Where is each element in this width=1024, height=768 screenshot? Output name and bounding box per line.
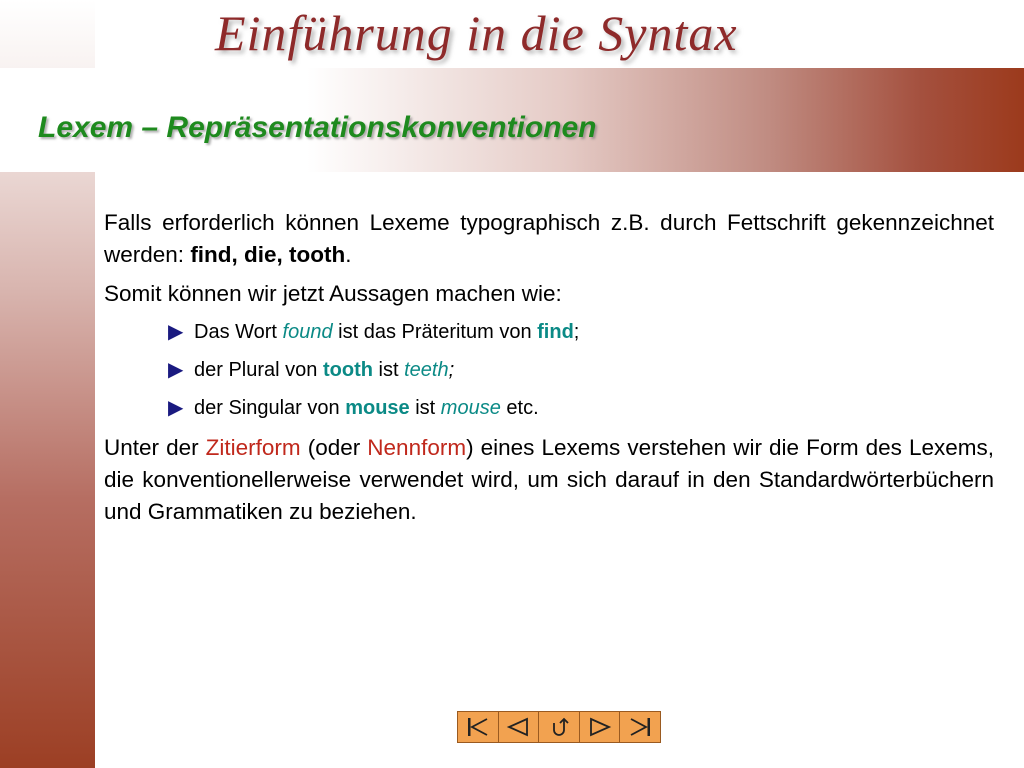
text: der Singular von [194,397,346,419]
next-slide-button[interactable] [580,712,621,742]
list-item [168,317,994,348]
slide-content [104,207,994,535]
return-button[interactable] [539,712,580,742]
text: etc. [500,397,539,419]
paragraph-text: Somit können wir jetzt Aussagen machen wie: [104,281,562,306]
list-item [168,393,994,424]
text: ist das Präteritum von [332,321,538,343]
word-form: found [282,321,333,343]
example-list [104,317,994,424]
text: ist [409,397,441,419]
term-citation-form: Zitierform [205,435,301,460]
next-slide-icon [587,716,613,738]
text: ; [448,359,455,381]
slide-navigation [457,711,661,743]
site-title: Einführung in die Syntax [215,5,738,61]
word-form: mouse [440,397,501,419]
lexeme: mouse [345,397,410,419]
text: Das Wort [194,321,283,343]
word-form: teeth [404,359,449,381]
text: ; [573,321,580,343]
paragraph-bold-lexemes [104,207,994,271]
paragraph-statements-intro [104,278,994,310]
first-slide-icon [465,716,491,738]
text: (oder [300,435,368,460]
lexeme: tooth [322,359,373,381]
list-item [168,355,994,386]
text: ) eines Lexems verstehen wir die Form des Lexems, die konventionellerweise verwendet wird, um sich darauf in den Standardwörterbüchern und Grammatiken zu beziehen. [104,435,994,524]
text: ist [372,359,405,381]
paragraph-end: . [345,242,352,267]
bold-lexeme-examples: find, die, tooth [190,242,346,267]
return-icon [546,716,572,738]
triangle-bullet-icon: ▶ [168,397,184,419]
text: der Plural von [194,359,323,381]
paragraph-text: Falls erforderlich können Lexeme typographisch z.B. durch Fettschrift gekennzeichnet werden: [104,210,994,267]
term-nennform: Nennform [367,435,467,460]
triangle-bullet-icon: ▶ [168,321,184,343]
slide-heading: Lexem – Repräsentationskonventionen [38,111,597,144]
triangle-bullet-icon: ▶ [168,359,184,381]
previous-slide-button[interactable] [499,712,540,742]
last-slide-icon [627,716,653,738]
paragraph-citation-form [104,432,994,528]
first-slide-button[interactable] [458,712,499,742]
text: Unter der [104,435,206,460]
last-slide-button[interactable] [620,712,660,742]
lexeme: find [537,321,574,343]
previous-slide-icon [505,716,531,738]
